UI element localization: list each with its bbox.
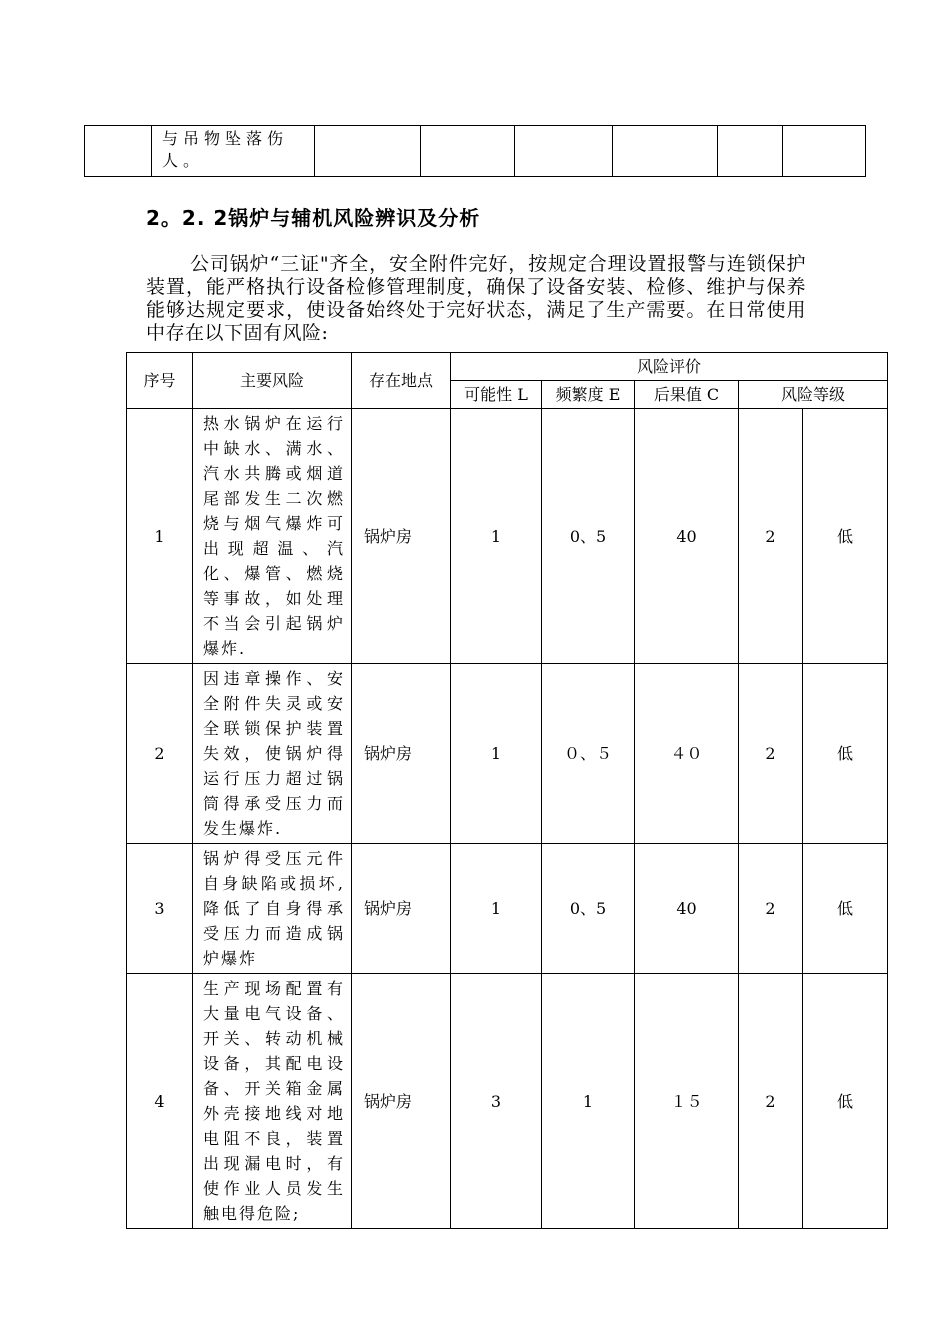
table-cell [421,126,515,177]
row-location: 锅炉房 [352,844,451,974]
section-heading: 2。2. 2锅炉与辅机风险辨识及分析 [146,206,481,230]
row-likelihood: 1 [451,664,542,844]
header-no: 序号 [127,353,193,409]
row-likelihood: 1 [451,409,542,664]
table-row [127,409,888,664]
row-frequency: 0、5 [542,844,635,974]
row-level-number: 2 [739,844,803,974]
row-risk: 热水锅炉在运行中缺水、满水、汽水共腾或烟道尾部发生二次燃烧与烟气爆炸可出现超温、汽化、爆管、燃烧等事故，如处理不当会引起锅炉爆炸. [193,409,352,664]
row-no: 1 [127,409,193,664]
row-consequence: 40 [635,844,739,974]
table-cell [315,126,421,177]
row-level: 低 [803,664,888,844]
header-consequence: 后果值 C [635,381,739,409]
row-level: 低 [803,409,888,664]
row-likelihood: 1 [451,844,542,974]
header-evaluation: 风险评价 [451,353,888,381]
row-no: 3 [127,844,193,974]
row-no: 4 [127,974,193,1229]
row-level-number: 2 [739,974,803,1229]
table-cell [783,126,866,177]
row-consequence: １５ [635,974,739,1229]
header-risk-level: 风险等级 [739,381,888,409]
boiler-risk-table [126,352,888,1229]
table-cell [613,126,718,177]
row-level-number: 2 [739,664,803,844]
row-level: 低 [803,844,888,974]
header-location: 存在地点 [352,353,451,409]
table-cell [718,126,783,177]
row-no: 2 [127,664,193,844]
row-frequency: 0、5 [542,409,635,664]
table-cell [515,126,613,177]
previous-table-continuation [84,125,866,177]
row-risk: 锅炉得受压元件自身缺陷或损坏,降低了自身得承受压力而造成锅炉爆炸 [193,844,352,974]
table-cell [85,126,152,177]
row-frequency: 1 [542,974,635,1229]
header-frequency: 频繁度 E [542,381,635,409]
intro-paragraph: 公司锅炉“三证"齐全，安全附件完好，按规定合理设置报警与连锁保护装置，能严格执行设备检修管理制度，确保了设备安装、检修、维护与保养能够达规定要求，使设备始终处于完好状态，满足了生产需要。在日常使用中存在以下固有风险: [146,253,806,344]
row-consequence: 40 [635,409,739,664]
row-level: 低 [803,974,888,1229]
row-location: 锅炉房 [352,664,451,844]
table-row [85,126,866,177]
row-consequence: ４０ [635,664,739,844]
risk-description-cell: 与吊物坠落伤人。 [152,126,315,177]
header-risk: 主要风险 [193,353,352,409]
header-likelihood: 可能性 L [451,381,542,409]
table-row [127,974,888,1229]
table-row [127,664,888,844]
row-risk: 生产现场配置有大量电气设备、开关、转动机械设备，其配电设备、开关箱金属外壳接地线对地电阻不良，装置出现漏电时，有使作业人员发生触电得危险; [193,974,352,1229]
row-risk: 因违章操作、安全附件失灵或安全联锁保护装置失效，使锅炉得运行压力超过锅筒得承受压力而发生爆炸. [193,664,352,844]
row-location: 锅炉房 [352,974,451,1229]
row-level-number: 2 [739,409,803,664]
row-frequency: ０、５ [542,664,635,844]
table-row [127,844,888,974]
row-likelihood: 3 [451,974,542,1229]
row-location: 锅炉房 [352,409,451,664]
table-header-row [127,353,888,381]
